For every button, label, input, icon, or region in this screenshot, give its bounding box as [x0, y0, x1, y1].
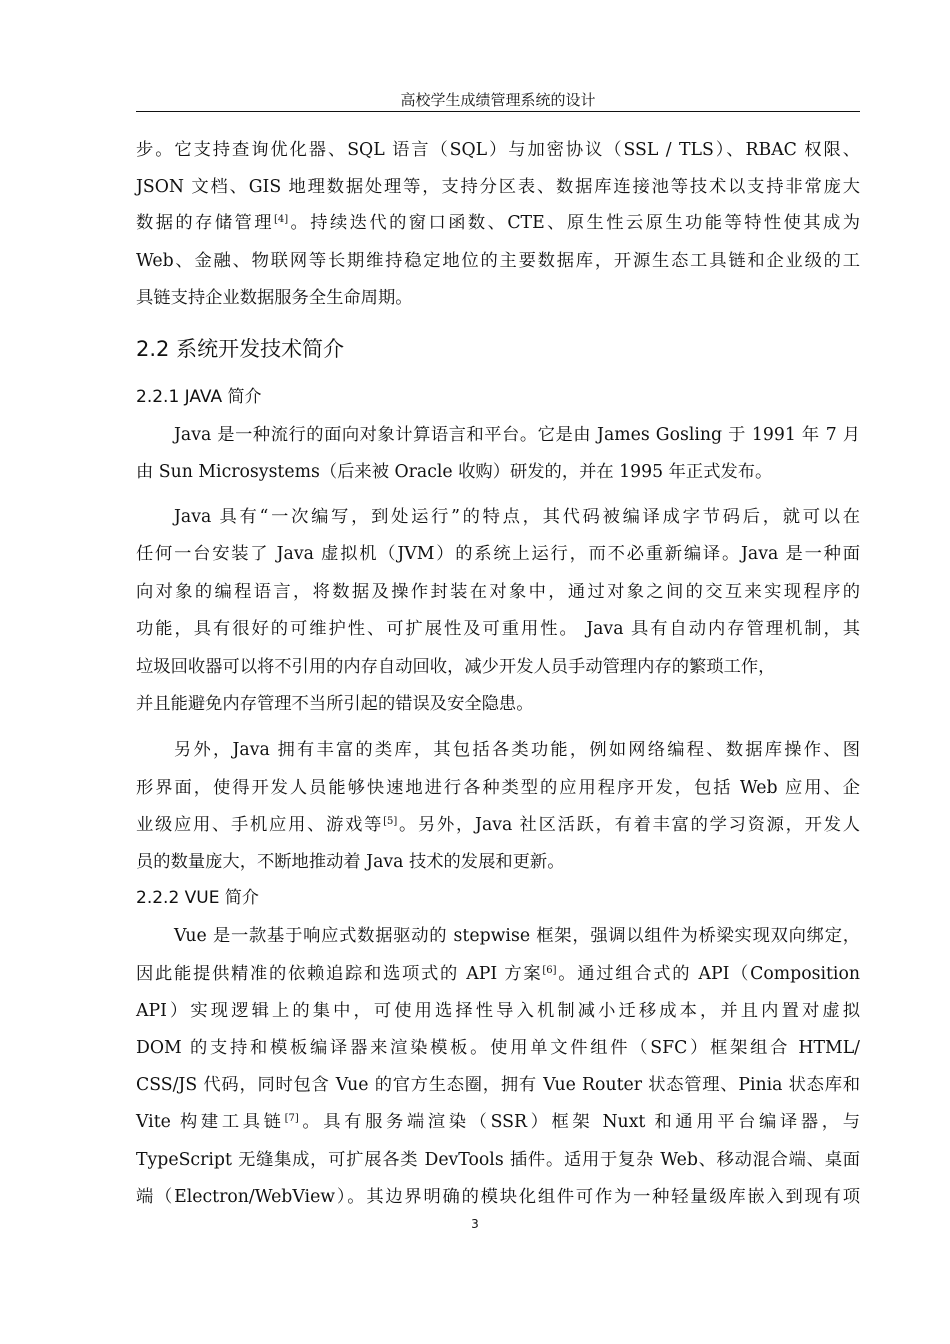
text-run: 数据的存储管理: [136, 213, 274, 233]
text-line: JSON 文档、GIS 地理数据处理等，支持分区表、数据库连接池等技术以支持非常庞大: [136, 177, 860, 197]
text-line: Java 具有“一次编写，到处运行”的特点，其代码被编译成字节码后，就可以在: [174, 507, 860, 527]
text-run: 。通过组合式的 API（Composition: [556, 964, 860, 984]
text-run: Vite 构建工具链: [136, 1112, 285, 1132]
text-line: CSS/JS 代码，同时包含 Vue 的官方生态圈，拥有 Vue Router 状态管理、Pinia 状态库和: [136, 1075, 860, 1095]
text-line: API）实现逻辑上的集中，可使用选择性导入机制减小迁移成本，并且内置对虚拟: [136, 1001, 860, 1021]
section-heading-2-2-1: 2.2.1 JAVA 简介: [136, 387, 262, 407]
text-run: 业级应用、手机应用、游戏等: [136, 815, 384, 835]
text-line: 端（Electron/WebView）。其边界明确的模块化组件可作为一种轻量级库嵌入到现有项: [136, 1187, 860, 1207]
text-line: [136, 1110, 860, 1134]
citation: [5]: [383, 816, 398, 827]
text-line: Vue 是一款基于响应式数据驱动的 stepwise 框架，强调以组件为桥梁实现双向绑定，: [174, 926, 860, 946]
text-line: [136, 813, 860, 837]
citation: [4]: [273, 214, 289, 225]
text-line: Java 是一种流行的面向对象计算语言和平台。它是由 James Gosling 于 1991 年 7 月: [174, 425, 860, 445]
header-title: 高校学生成绩管理系统的设计: [400, 91, 596, 109]
text-run: 。持续迭代的窗口函数、CTE、原生性云原生功能等特性使其成为: [288, 213, 860, 233]
text-line: 具链支持企业数据服务全生命周期。: [136, 288, 413, 308]
citation: [7]: [284, 1113, 299, 1124]
text-line: TypeScript 无缝集成，可扩展各类 DevTools 插件。适用于复杂 Web、移动混合端、桌面: [136, 1150, 860, 1170]
text-run: 。另外，Java 社区活跃，有着丰富的学习资源，开发人: [397, 815, 860, 835]
text-line: 步。它支持查询优化器、SQL 语言（SQL）与加密协议（SSL / TLS）、RBAC 权限、: [136, 140, 860, 160]
page-number: 3: [471, 1217, 479, 1231]
text-line: DOM 的支持和模板编译器来渲染模板。使用单文件组件（SFC）框架组合 HTML/: [136, 1038, 860, 1058]
text-line: 向对象的编程语言，将数据及操作封装在对象中，通过对象之间的交互来实现程序的: [136, 582, 860, 602]
section-heading-2-2-2: 2.2.2 VUE 简介: [136, 888, 259, 908]
citation: [6]: [542, 965, 557, 976]
section-heading-2-2: 2.2 系统开发技术简介: [136, 337, 345, 361]
text-line: 并且能避免内存管理不当所引起的错误及安全隐患。: [136, 694, 534, 714]
text-line: 另外，Java 拥有丰富的类库，其包括各类功能，例如网络编程、数据库操作、图: [174, 740, 860, 760]
text-line: [136, 962, 860, 986]
text-line: 由 Sun Microsystems（后来被 Oracle 收购）研发的，并在 1995 年正式发布。: [136, 462, 773, 482]
text-line: [136, 211, 860, 235]
text-run: 。具有服务端渲染（SSR）框架 Nuxt 和通用平台编译器，与: [298, 1112, 860, 1132]
text-line: 形界面，使得开发人员能够快速地进行各种类型的应用程序开发，包括 Web 应用、企: [136, 778, 860, 798]
text-line: 任何一台安装了 Java 虚拟机（JVM）的系统上运行，而不必重新编译。Java 是一种面: [136, 544, 860, 564]
header-rule: [136, 111, 860, 112]
text-line: 员的数量庞大，不断地推动着 Java 技术的发展和更新。: [136, 852, 565, 872]
text-line: 垃圾回收器可以将不引用的内存自动回收，减少开发人员手动管理内存的繁琐工作，: [136, 657, 776, 677]
text-run: 因此能提供精准的依赖追踪和选项式的 API 方案: [136, 964, 543, 984]
text-line: 功能，具有很好的可维护性、可扩展性及可重用性。 Java 具有自动内存管理机制，其: [136, 619, 860, 639]
text-line: Web、金融、物联网等长期维持稳定地位的主要数据库，开源生态工具链和企业级的工: [136, 251, 860, 271]
